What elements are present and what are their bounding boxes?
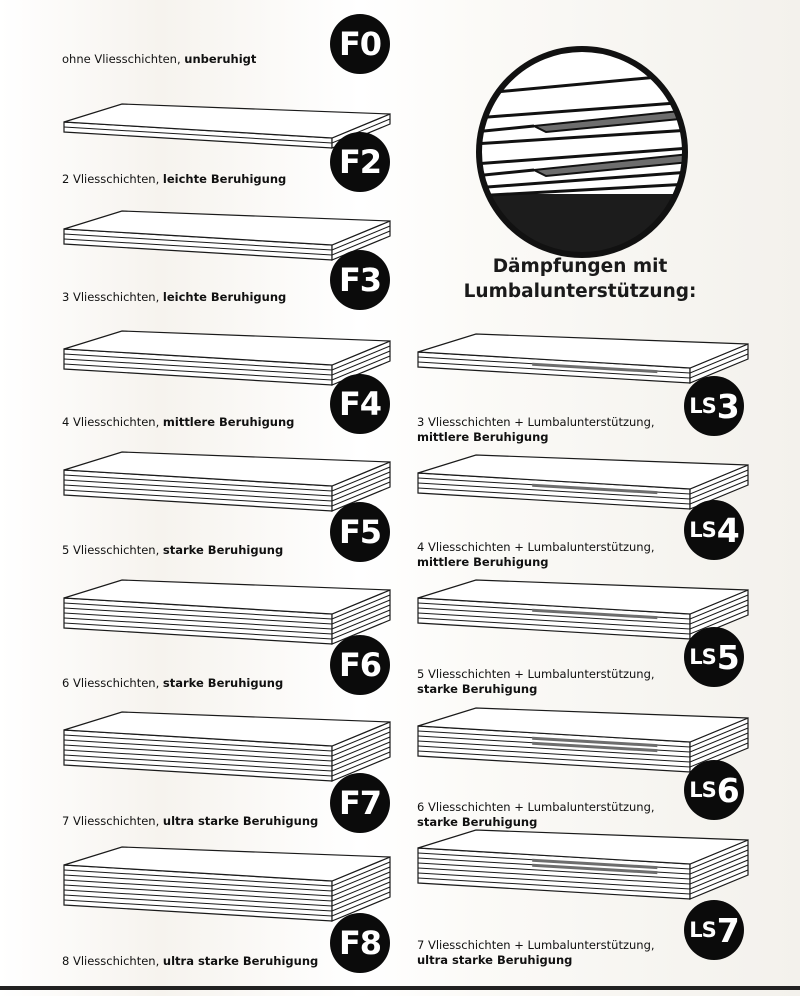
pad-illustration-F3: [62, 211, 392, 254]
pad-illustration-F6: [62, 580, 392, 638]
pad-stack-svg: [62, 580, 392, 638]
bottom-rule: [0, 986, 800, 990]
lumbar-section-heading: [430, 254, 730, 304]
caption-F4: 4 Vliesschichten, mittlere Beruhigung: [62, 415, 295, 429]
caption-LS7: 7 Vliesschichten + Lumbalunterstützung, ultra starke Beruhigung: [417, 938, 655, 967]
badge-LS6: LS 6: [684, 760, 744, 820]
pad-illustration-LS3: [416, 334, 750, 377]
caption-F3: 3 Vliesschichten, leichte Beruhigung: [62, 290, 287, 304]
badge-F3: F3: [330, 250, 390, 310]
pad-stack-svg: [62, 331, 392, 379]
badge-F0: F0: [330, 14, 390, 74]
heading-line-2: Lumbalunterstützung:: [463, 281, 697, 302]
badge-F7: F7: [330, 773, 390, 833]
heading-line-1: Dämpfungen mit: [492, 256, 668, 277]
caption-F7: 7 Vliesschichten, ultra starke Beruhigung: [62, 814, 319, 828]
badge-F6: F6: [330, 635, 390, 695]
pad-stack-svg: [62, 712, 392, 775]
pad-illustration-F8: [62, 847, 392, 915]
caption-F5: 5 Vliesschichten, starke Beruhigung: [62, 543, 284, 557]
badge-F5: F5: [330, 502, 390, 562]
badge-LS7: LS 7: [684, 900, 744, 960]
lumbar-detail-zoom: [474, 44, 690, 260]
caption-LS4: 4 Vliesschichten + Lumbalunterstützung, mittlere Beruhigung: [417, 540, 655, 569]
caption-LS3: 3 Vliesschichten + Lumbalunterstützung, mittlere Beruhigung: [417, 415, 655, 444]
caption-F2: 2 Vliesschichten, leichte Beruhigung: [62, 172, 287, 186]
pad-illustration-F4: [62, 331, 392, 379]
caption-F6: 6 Vliesschichten, starke Beruhigung: [62, 676, 284, 690]
caption-LS5: 5 Vliesschichten + Lumbalunterstützung, starke Beruhigung: [417, 667, 655, 696]
pad-stack-svg: [416, 830, 750, 893]
pad-illustration-F7: [62, 712, 392, 775]
pad-illustration-LS5: [416, 580, 750, 633]
caption-F0: ohne Vliesschichten, unberuhigt: [62, 52, 257, 66]
badge-LS3: LS 3: [684, 376, 744, 436]
pad-stack-svg: [416, 334, 750, 377]
badge-LS4: LS 4: [684, 500, 744, 560]
badge-F2: F2: [330, 132, 390, 192]
pad-illustration-LS6: [416, 708, 750, 766]
pad-illustration-F5: [62, 452, 392, 505]
pad-stack-svg: [416, 708, 750, 766]
caption-LS6: 6 Vliesschichten + Lumbalunterstützung, starke Beruhigung: [417, 800, 655, 829]
pad-illustration-LS7: [416, 830, 750, 893]
badge-F4: F4: [330, 374, 390, 434]
badge-LS5: LS 5: [684, 627, 744, 687]
pad-stack-svg: [416, 580, 750, 633]
pad-illustration-LS4: [416, 455, 750, 503]
pad-stack-svg: [62, 452, 392, 505]
pad-stack-svg: [62, 847, 392, 915]
caption-F8: 8 Vliesschichten, ultra starke Beruhigung: [62, 954, 319, 968]
pad-stack-svg: [62, 211, 392, 254]
pad-stack-svg: [416, 455, 750, 503]
badge-F8: F8: [330, 913, 390, 973]
